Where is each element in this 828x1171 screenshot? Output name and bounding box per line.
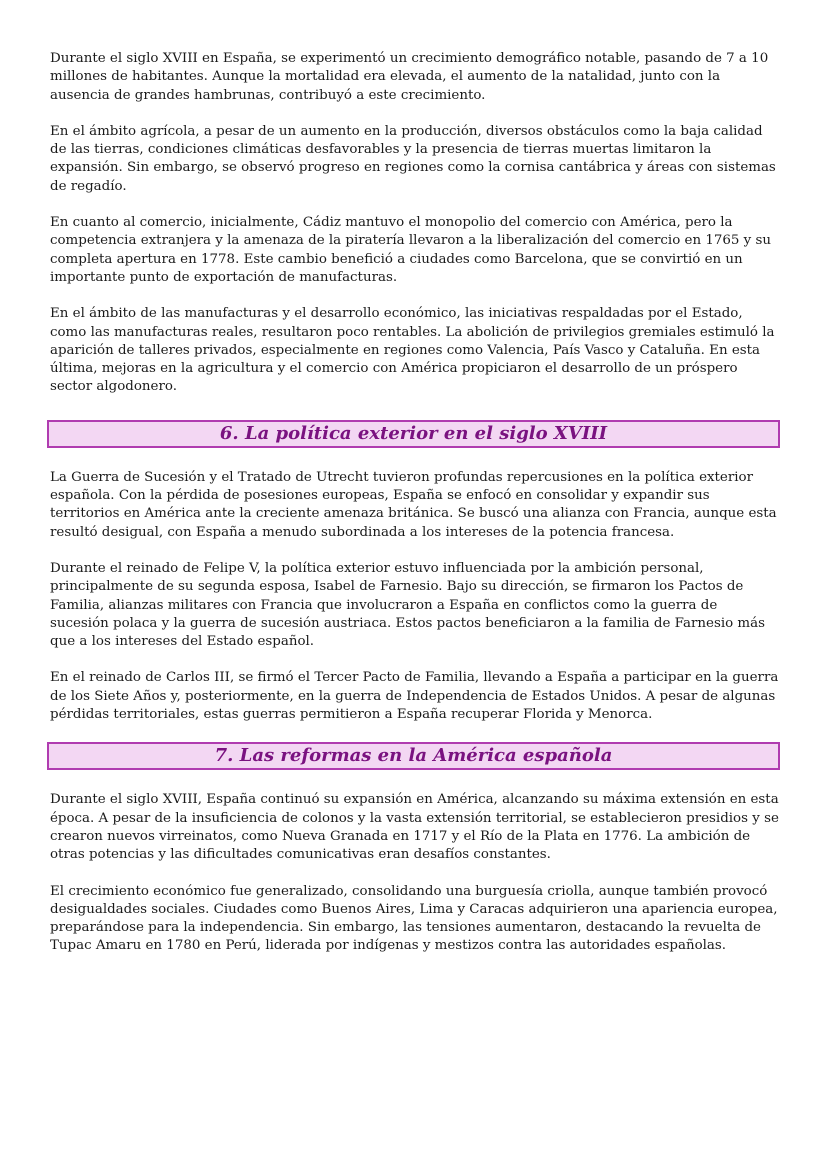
paragraph-demografia: Durante el siglo XVIII en España, se experimentó un crecimiento demográfico notable, pasando de 7 a 10 millones de habitantes. Aunque la mortalidad era elevada, el aumento de la natalidad, junto con la ausencia de grandes hambrunas, contribuyó a este crecimiento. [50,51,769,103]
section-7-heading: 7. Las reformas en la América española [47,742,780,770]
document-page [50,50,780,974]
section-6-heading: 6. La política exterior en el siglo XVIII [47,420,780,448]
paragraph-crecimiento-economico: El crecimiento económico fue generalizado, consolidando una burguesía criolla, aunque también provocó desigualdades sociales. Ciudades como Buenos Aires, Lima y Caracas adquirieron una apariencia europea, preparándose para la independencia. Sin embargo, las tensiones aumentaron, destacando la revuelta de Tupac Amaru en 1780 en Perú, liderada por indígenas y mestizos contra las autoridades españolas. [50,883,778,954]
paragraph-expansion-america: Durante el siglo XVIII, España continuó su expansión en América, alcanzando su máxima extensión en esta época. A pesar de la insuficiencia de colonos y la vasta extensión territorial, se establecieron presidios y se crearon nuevos virreinatos, como Nueva Granada en 1717 y el Río de la Plata en 1776. La ambición de otras potencias y las dificultades comunicativas eran desafíos constantes. [50,792,779,863]
paragraph-manufacturas: En el ámbito de las manufacturas y el desarrollo económico, las iniciativas respaldadas por el Estado, como las manufacturas reales, resultaron poco rentables. La abolición de privilegios gremiales estimuló la aparición de talleres privados, especialmente en regiones como Valencia, País Vasco y Cataluña. En esta última, mejoras en la agricultura y el comercio con América propiciaron el desarrollo de un próspero sector algodonero. [50,306,775,395]
paragraph-felipe-v: Durante el reinado de Felipe V, la política exterior estuvo influenciada por la ambición personal, principalmente de su segunda esposa, Isabel de Farnesio. Bajo su dirección, se firmaron los Pactos de Familia, alianzas militares con Francia que involucraron a España en conflictos como la guerra de sucesión polaca y la guerra de sucesión austriaca. Estos pactos beneficiaron a la familia de Farnesio más que a los intereses del Estado español. [50,560,765,650]
paragraph-guerra-sucesion: La Guerra de Sucesión y el Tratado de Utrecht tuvieron profundas repercusiones en la política exterior española. Con la pérdida de posesiones europeas, España se enfocó en consolidar y expandir sus territorios en América ante la creciente amenaza británica. Se buscó una alianza con Francia, aunque esta resultó desigual, con España a menudo subordinada a los intereses de la potencia francesa. [50,469,777,540]
paragraph-comercio: En cuanto al comercio, inicialmente, Cádiz mantuvo el monopolio del comercio con América, pero la competencia extranjera y la amenaza de la piratería llevaron a la liberalización del comercio en 1765 y su completa apertura en 1778. Este cambio benefició a ciudades como Barcelona, que se convirtió en un importante punto de exportación de manufacturas. [50,215,771,285]
paragraph-carlos-iii: En el reinado de Carlos III, se firmó el Tercer Pacto de Familia, llevando a España a participar en la guerra de los Siete Años y, posteriormente, en la guerra de Independencia de Estados Unidos. A pesar de algunas pérdidas territoriales, estas guerras permitieron a España recuperar Florida y Menorca. [50,670,779,723]
paragraph-agricultura: En el ámbito agrícola, a pesar de un aumento en la producción, diversos obstáculos como la baja calidad de las tierras, condiciones climáticas desfavorables y la presencia de tierras muertas limitaron la expansión. Sin embargo, se observó progreso en regiones como la cornisa cantábrica y áreas con sistemas de regadío. [50,123,776,194]
